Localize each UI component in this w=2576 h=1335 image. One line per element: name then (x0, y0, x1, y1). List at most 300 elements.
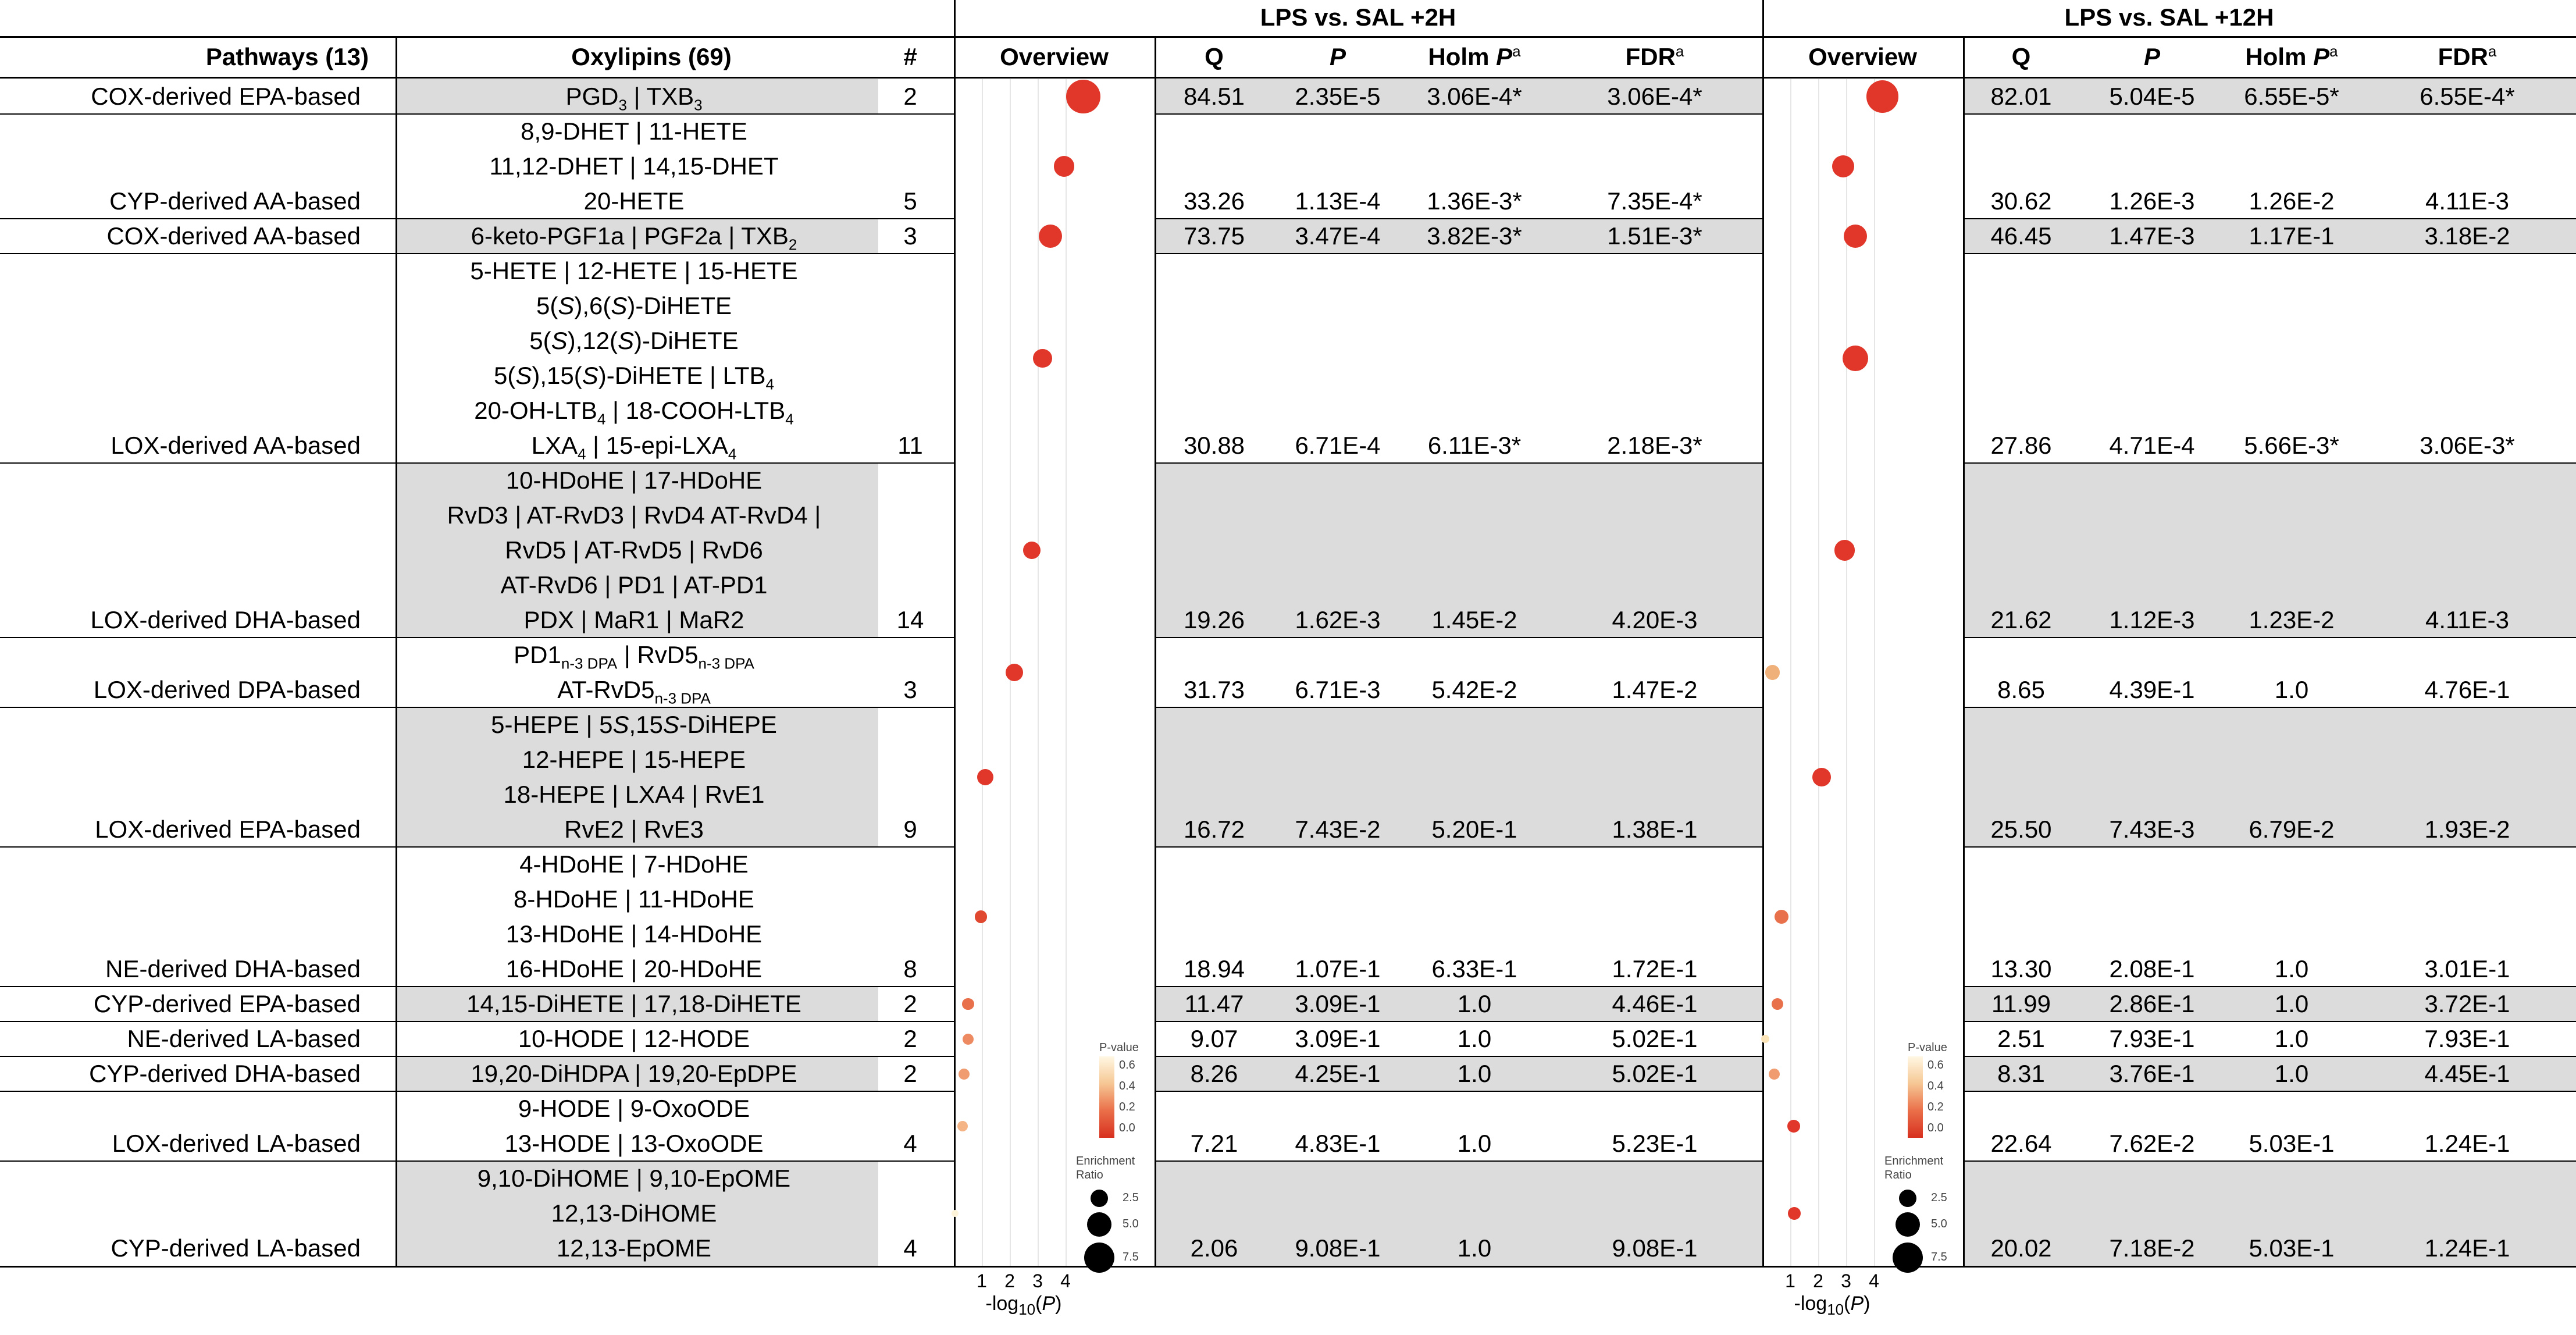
g2-legend-enrichment-title: Enrichment (1884, 1155, 1944, 1167)
pathway-cell (0, 1056, 372, 1091)
oxylipin-cell (396, 463, 872, 638)
g2-holm-cell (2225, 1161, 2358, 1266)
g2-q-value: 82.01 (1990, 83, 2052, 110)
g1-q-value: 33.26 (1183, 187, 1245, 215)
g2-axis-tick: 4 (1869, 1270, 1879, 1291)
g1-p-cell (1274, 1161, 1402, 1266)
g2-header-holm-text: Holm $P^a$ (2245, 42, 2338, 70)
oxylipin-line: RvE2 | RvE3 (564, 816, 704, 843)
pathway-cell (0, 79, 372, 114)
g2-q-cell (1963, 1056, 2079, 1091)
header-rule (0, 36, 2576, 38)
pathway-cell (0, 1021, 372, 1056)
g1-holm-value: 1.0 (1457, 1060, 1492, 1087)
group1-title (954, 0, 1762, 35)
g2-fdr-value: 4.45E-1 (2424, 1060, 2510, 1087)
g2-holm-cell (2225, 987, 2358, 1021)
oxylipin-cell (396, 1091, 872, 1161)
pathway-name: LOX-derived DHA-based (90, 606, 361, 633)
g2-q-value: 11.99 (1991, 990, 2051, 1017)
pathway-name: LOX-derived DPA-based (93, 676, 361, 703)
g2-legend-colorbar (1908, 1056, 1923, 1138)
g1-holm-cell (1402, 1091, 1547, 1161)
oxylipin-cell (396, 1021, 872, 1056)
g2-fdr-cell (2358, 638, 2576, 707)
g2-header-p-text: P (2143, 43, 2160, 70)
g2-fdr-cell (2358, 219, 2576, 254)
g2-p-cell (2079, 79, 2225, 114)
oxylipin-line: 20-HETE (583, 187, 685, 215)
g1-p-value: 1.07E-1 (1295, 955, 1381, 982)
g2-header-q-text: Q (2011, 43, 2031, 70)
oxylipin-line: 5(S),6(S)-DiHETE (536, 292, 732, 319)
oxylipin-line: 13-HODE | 13-OxoODE (504, 1130, 764, 1157)
g2-holm-cell (2225, 463, 2358, 638)
g2-legend-size-dot (1893, 1243, 1923, 1273)
g2-p-value: 2.08E-1 (2109, 955, 2195, 982)
oxylipin-line: 5-HETE | 12-HETE | 15-HETE (470, 257, 798, 284)
g1-fdr-value: 1.47E-2 (1612, 676, 1698, 703)
count-cell (878, 847, 942, 987)
g1-p-cell (1274, 1021, 1402, 1056)
oxylipin-cell (396, 1056, 872, 1091)
g2-q-cell (1963, 847, 2079, 987)
pathway-cell (0, 638, 372, 707)
count-value: 3 (903, 676, 917, 703)
g1-p-cell (1274, 463, 1402, 638)
pathway-cell (0, 1161, 372, 1266)
g1-header-holm (1402, 38, 1547, 76)
column-divider (954, 0, 956, 1266)
g1-p-value: 9.08E-1 (1295, 1234, 1381, 1262)
pathway-name: NE-derived LA-based (127, 1025, 361, 1052)
count-value: 2 (903, 83, 917, 110)
g2-holm-cell (2225, 847, 2358, 987)
g1-bubble-10 (959, 1069, 970, 1080)
g1-fdr-cell (1547, 79, 1762, 114)
count-cell (878, 638, 942, 707)
g1-p-value: 3.47E-4 (1295, 222, 1381, 250)
g2-legend-pvalue-tick: 0.2 (1927, 1101, 1944, 1113)
g2-fdr-value: 3.06E-3* (2420, 432, 2515, 459)
row-divider (1963, 113, 2576, 115)
g1-holm-value: 5.20E-1 (1431, 816, 1517, 843)
g2-p-value: 1.12E-3 (2109, 606, 2195, 633)
row-divider (1963, 1091, 2576, 1092)
row-divider (0, 218, 954, 219)
g2-holm-cell (2225, 79, 2358, 114)
g2-legend-size-label: 5.0 (1931, 1217, 1947, 1230)
g1-p-value: 7.43E-2 (1295, 816, 1381, 843)
pathway-name: COX-derived AA-based (106, 222, 361, 250)
g2-fdr-cell (2358, 79, 2576, 114)
g1-q-value: 11.47 (1184, 990, 1244, 1017)
count-cell (878, 254, 942, 463)
pathway-cell (0, 463, 372, 638)
g2-legend-enrichment-title-2: Ratio (1884, 1169, 1912, 1181)
oxylipin-line: $AT-RvD5_{n-3 DPA}$ (557, 676, 711, 707)
g1-p-cell (1274, 114, 1402, 219)
g2-p-cell (2079, 638, 2225, 707)
g2-bubble-2 (1844, 225, 1867, 248)
g1-fdr-cell (1547, 219, 1762, 254)
g1-q-value: 7.21 (1190, 1130, 1238, 1157)
g1-fdr-cell (1547, 1161, 1762, 1266)
g1-bubble-1 (1054, 156, 1075, 177)
row-divider (1963, 218, 2576, 219)
g1-q-value: 31.73 (1183, 676, 1245, 703)
g2-fdr-cell (2358, 1091, 2576, 1161)
g2-q-cell (1963, 1091, 2079, 1161)
row-divider (1963, 637, 2576, 638)
oxylipin-cell (396, 114, 872, 219)
g2-q-value: 22.64 (1990, 1130, 2052, 1157)
g2-header-p (2079, 38, 2225, 76)
g2-gridline (1874, 79, 1875, 1266)
pathway-name: CYP-derived AA-based (109, 187, 361, 215)
pathway-name: CYP-derived LA-based (111, 1234, 361, 1262)
g1-header-holm-text: Holm $P^a$ (1428, 42, 1521, 70)
g1-fdr-cell (1547, 1056, 1762, 1091)
g2-holm-value: 1.0 (2274, 1060, 2309, 1087)
g1-fdr-cell (1547, 254, 1762, 463)
g1-holm-value: 1.36E-3* (1427, 187, 1522, 215)
row-divider (1963, 986, 2576, 987)
column-divider (1155, 36, 1156, 1266)
g1-q-value: 8.26 (1190, 1060, 1238, 1087)
oxylipin-cell (396, 847, 872, 987)
g2-bubble-7 (1775, 910, 1788, 924)
g2-q-cell (1963, 1161, 2079, 1266)
g2-p-value: 1.26E-3 (2109, 187, 2195, 215)
g2-p-cell (2079, 1091, 2225, 1161)
count-cell (878, 219, 942, 254)
g2-q-value: 13.30 (1990, 955, 2052, 982)
pathway-name: CYP-derived EPA-based (93, 990, 361, 1017)
g2-q-cell (1963, 463, 2079, 638)
g1-bubble-8 (962, 998, 974, 1010)
g1-axis-tick: 2 (1004, 1270, 1015, 1291)
g1-axis-label: $-\log_{10}(P)$ (985, 1293, 1062, 1318)
count-value: 8 (903, 955, 917, 982)
g1-axis-tick: 1 (977, 1270, 987, 1291)
g1-q-cell (1155, 1056, 1274, 1091)
g1-p-cell (1274, 707, 1402, 847)
row-divider (1155, 1056, 1762, 1057)
g2-gridline (1846, 79, 1847, 1266)
g1-legend-size-label: 5.0 (1123, 1217, 1139, 1230)
pathway-name: CYP-derived DHA-based (89, 1060, 361, 1087)
row-divider (1155, 1091, 1762, 1092)
g1-legend-enrichment-title-2: Ratio (1076, 1169, 1103, 1181)
oxylipin-line: 12-HEPE | 15-HEPE (522, 746, 746, 773)
g1-fdr-value: 1.38E-1 (1612, 816, 1698, 843)
g2-gridline (1790, 79, 1791, 1266)
row-divider (1155, 637, 1762, 638)
g1-legend-enrichment-title: Enrichment (1076, 1155, 1135, 1167)
pathway-name: NE-derived DHA-based (105, 955, 361, 982)
count-value: 2 (903, 1025, 917, 1052)
g1-legend-size-label: 2.5 (1123, 1191, 1139, 1204)
oxylipin-line: RvD5 | AT-RvD5 | RvD6 (505, 536, 763, 564)
g2-bubble-5 (1765, 665, 1780, 679)
row-divider (1155, 218, 1762, 219)
g1-holm-cell (1402, 987, 1547, 1021)
g1-legend-pvalue-tick: 0.0 (1119, 1122, 1135, 1134)
g1-holm-value: 1.0 (1457, 1234, 1492, 1262)
g2-q-cell (1963, 1021, 2079, 1056)
row-divider (1963, 253, 2576, 254)
g2-holm-cell (2225, 1021, 2358, 1056)
g1-legend-pvalue-title: P-value (1099, 1041, 1139, 1054)
g1-q-cell (1155, 79, 1274, 114)
g2-bubble-10 (1769, 1069, 1780, 1080)
row-divider (0, 253, 954, 254)
pathway-cell (0, 1091, 372, 1161)
table-bottom-rule (0, 1266, 2576, 1268)
oxylipin-line: 4-HDoHE | 7-HDoHE (519, 850, 749, 878)
g2-p-value: 5.04E-5 (2109, 83, 2195, 110)
g1-fdr-cell (1547, 638, 1762, 707)
g2-axis-tick: 3 (1841, 1270, 1851, 1291)
header-oxylipins-text: Oxylipins (69) (571, 43, 732, 70)
oxylipin-line: 12,13-DiHOME (551, 1199, 717, 1227)
g2-fdr-value: 3.72E-1 (2424, 990, 2510, 1017)
g2-holm-value: 1.23E-2 (2249, 606, 2335, 633)
row-divider (1963, 846, 2576, 848)
row-divider (0, 986, 954, 987)
g1-fdr-cell (1547, 1021, 1762, 1056)
g1-p-value: 1.62E-3 (1295, 606, 1381, 633)
g2-fdr-value: 1.93E-2 (2424, 816, 2510, 843)
g2-bubble-9 (1761, 1035, 1769, 1042)
row-divider (1155, 462, 1762, 464)
g2-p-cell (2079, 847, 2225, 987)
oxylipin-cell (396, 219, 872, 254)
count-cell (878, 1056, 942, 1091)
g2-q-value: 8.31 (1997, 1060, 2045, 1087)
g1-header-p-text: P (1329, 43, 1346, 70)
g1-holm-cell (1402, 1056, 1547, 1091)
g1-header-fdr-text: FDR$^a$ (1625, 42, 1684, 70)
g2-fdr-cell (2358, 254, 2576, 463)
g1-axis-tick: 4 (1060, 1270, 1071, 1291)
header-count (878, 38, 942, 76)
g1-bubble-7 (975, 910, 988, 923)
column-divider (1963, 36, 1965, 1266)
count-value: 3 (903, 222, 917, 250)
g2-holm-value: 5.03E-1 (2249, 1130, 2335, 1157)
g2-p-value: 2.86E-1 (2109, 990, 2195, 1017)
g2-bubble-6 (1812, 768, 1831, 786)
g1-bubble-9 (963, 1034, 974, 1045)
g1-q-value: 9.07 (1190, 1025, 1238, 1052)
oxylipin-line: 8-HDoHE | 11-HDoHE (514, 885, 754, 913)
g1-holm-cell (1402, 79, 1547, 114)
g1-q-value: 19.26 (1183, 606, 1245, 633)
g1-fdr-cell (1547, 987, 1762, 1021)
g2-fdr-cell (2358, 847, 2576, 987)
row-divider (0, 1091, 954, 1092)
g2-holm-cell (2225, 1056, 2358, 1091)
oxylipin-line: AT-RvD6 | PD1 | AT-PD1 (500, 571, 768, 599)
g1-p-cell (1274, 1091, 1402, 1161)
g2-p-value: 4.39E-1 (2109, 676, 2195, 703)
g1-q-cell (1155, 638, 1274, 707)
g1-q-value: 30.88 (1183, 432, 1245, 459)
count-value: 4 (903, 1234, 917, 1262)
oxylipin-cell (396, 254, 872, 463)
row-divider (0, 113, 954, 115)
g2-p-value: 1.47E-3 (2109, 222, 2195, 250)
g2-q-value: 8.65 (1997, 676, 2045, 703)
g1-p-cell (1274, 987, 1402, 1021)
g1-legend-pvalue-tick: 0.2 (1119, 1101, 1135, 1113)
count-value: 9 (903, 816, 917, 843)
row-divider (1155, 1021, 1762, 1022)
g1-holm-cell (1402, 463, 1547, 638)
g1-bubble-0 (1066, 80, 1100, 114)
g1-q-cell (1155, 254, 1274, 463)
g1-holm-value: 1.0 (1457, 990, 1492, 1017)
g2-fdr-value: 4.11E-3 (2425, 187, 2509, 215)
g2-holm-cell (2225, 707, 2358, 847)
group1-title-text: LPS vs. SAL +2H (1260, 3, 1456, 31)
g1-fdr-value: 5.02E-1 (1612, 1025, 1698, 1052)
g2-q-value: 46.45 (1990, 222, 2052, 250)
g1-legend-size-dot (1084, 1243, 1114, 1273)
g1-header-overview (954, 38, 1155, 76)
g2-fdr-cell (2358, 707, 2576, 847)
pathway-cell (0, 987, 372, 1021)
oxylipin-line: 12,13-EpOME (556, 1234, 712, 1262)
pathway-name: LOX-derived EPA-based (95, 816, 361, 843)
g1-p-cell (1274, 79, 1402, 114)
header-bottom-rule (0, 77, 2576, 79)
count-value: 4 (903, 1130, 917, 1157)
g2-legend-size-label: 2.5 (1931, 1191, 1947, 1204)
g2-legend-pvalue-tick: 0.6 (1927, 1059, 1944, 1071)
oxylipin-line: $20-OH-LTB_4$ | $18-COOH-LTB_4$ (474, 397, 794, 428)
g2-fdr-value: 4.76E-1 (2424, 676, 2510, 703)
oxylipin-line: 19,20-DiHDPA | 19,20-EpDPE (471, 1060, 797, 1087)
oxylipin-line: 5(S),15(S)-DiHETE | $LTB_4$ (493, 362, 775, 393)
g1-legend-size-dot (1091, 1190, 1108, 1207)
row-divider (0, 1056, 954, 1057)
g2-p-value: 3.76E-1 (2109, 1060, 2195, 1087)
g2-axis-tick: 1 (1785, 1270, 1795, 1291)
oxylipin-cell (396, 638, 872, 707)
g1-legend-size-dot (1087, 1212, 1111, 1237)
pathway-cell (0, 707, 372, 847)
g1-bubble-5 (1006, 664, 1023, 681)
g2-bubble-3 (1843, 346, 1869, 372)
g1-q-cell (1155, 1021, 1274, 1056)
g1-q-cell (1155, 463, 1274, 638)
oxylipin-line: $PD1_{n-3 DPA}$ | $RvD5_{n-3 DPA}$ (514, 641, 754, 672)
g2-fdr-value: 1.24E-1 (2424, 1234, 2510, 1262)
g2-q-cell (1963, 219, 2079, 254)
oxylipin-line: 10-HODE | 12-HODE (518, 1025, 750, 1052)
pathway-name: COX-derived EPA-based (91, 83, 361, 110)
g1-holm-value: 6.33E-1 (1431, 955, 1517, 982)
g2-p-cell (2079, 707, 2225, 847)
g1-fdr-value: 1.72E-1 (1612, 955, 1698, 982)
g2-holm-value: 6.79E-2 (2249, 816, 2335, 843)
g1-fdr-value: 4.46E-1 (1612, 990, 1698, 1017)
count-cell (878, 987, 942, 1021)
g1-bubble-12 (952, 1210, 959, 1217)
count-value: 14 (896, 606, 924, 633)
g1-q-cell (1155, 707, 1274, 847)
g1-p-value: 6.71E-3 (1295, 676, 1381, 703)
oxylipin-line: 9,10-DiHOME | 9,10-EpOME (477, 1165, 791, 1192)
count-cell (878, 463, 942, 638)
g1-legend-pvalue-tick: 0.6 (1119, 1059, 1135, 1071)
g1-fdr-cell (1547, 707, 1762, 847)
g2-p-cell (2079, 254, 2225, 463)
g1-fdr-value: 5.23E-1 (1612, 1130, 1698, 1157)
g1-holm-cell (1402, 114, 1547, 219)
oxylipin-line: 6-keto-PGF1a | PGF2a | $TXB_2$ (471, 222, 797, 254)
oxylipin-cell (396, 1161, 872, 1266)
g2-bubble-0 (1866, 80, 1898, 112)
row-divider (0, 707, 954, 708)
g1-bubble-4 (1023, 542, 1041, 559)
g2-legend-size-dot (1899, 1190, 1916, 1207)
g2-q-value: 20.02 (1990, 1234, 2052, 1262)
g1-p-value: 4.83E-1 (1295, 1130, 1381, 1157)
g1-holm-value: 1.45E-2 (1431, 606, 1517, 633)
g1-p-value: 4.25E-1 (1295, 1060, 1381, 1087)
header-pathways (0, 38, 372, 76)
g1-p-value: 6.71E-4 (1295, 432, 1381, 459)
g1-fdr-value: 5.02E-1 (1612, 1060, 1698, 1087)
g2-fdr-cell (2358, 114, 2576, 219)
g2-p-value: 7.93E-1 (2109, 1025, 2195, 1052)
g2-header-overview (1762, 38, 1963, 76)
g1-bubble-11 (957, 1121, 968, 1131)
g2-fdr-value: 4.11E-3 (2425, 606, 2509, 633)
g2-holm-value: 1.17E-1 (2249, 222, 2335, 250)
g2-bubble-12 (1788, 1207, 1801, 1220)
oxylipin-line: 13-HDoHE | 14-HDoHE (505, 920, 763, 948)
oxylipin-line: 9-HODE | 9-OxoODE (518, 1095, 750, 1122)
g2-holm-cell (2225, 219, 2358, 254)
g1-fdr-cell (1547, 463, 1762, 638)
g1-holm-value: 5.42E-2 (1431, 676, 1517, 703)
row-divider (1155, 253, 1762, 254)
g2-gridline (1818, 79, 1819, 1266)
g1-header-p (1274, 38, 1402, 76)
g1-bubble-3 (1033, 349, 1052, 368)
g2-p-value: 7.18E-2 (2109, 1234, 2195, 1262)
header-oxylipins (396, 38, 907, 76)
g1-q-cell (1155, 114, 1274, 219)
g2-axis-label: $-\log_{10}(P)$ (1794, 1293, 1870, 1318)
oxylipin-line: 18-HEPE | LXA4 | RvE1 (503, 781, 765, 808)
g2-bubble-8 (1772, 998, 1784, 1010)
g1-q-cell (1155, 1091, 1274, 1161)
group2-title (1762, 0, 2576, 35)
g1-fdr-cell (1547, 847, 1762, 987)
g1-legend-colorbar (1099, 1056, 1114, 1138)
g1-header-fdr (1547, 38, 1762, 76)
g2-header-q (1963, 38, 2079, 76)
g1-q-value: 84.51 (1183, 83, 1245, 110)
g1-fdr-value: 1.51E-3* (1607, 222, 1702, 250)
group2-title-text: LPS vs. SAL +12H (2064, 3, 2274, 31)
